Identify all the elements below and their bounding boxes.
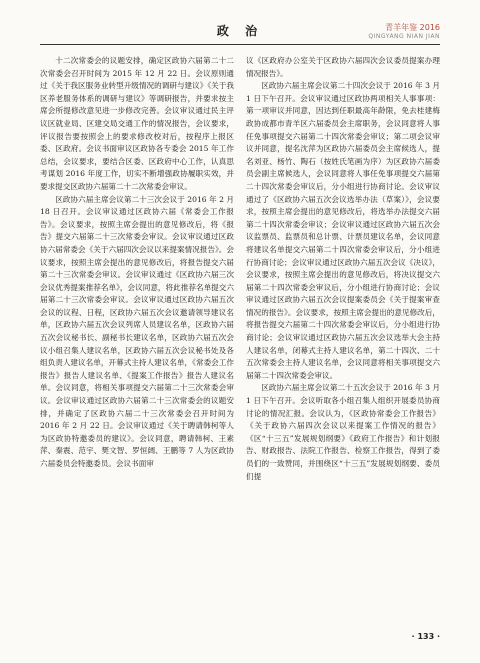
yearbook-subtitle: QINGYANG NIAN JIAN (368, 33, 440, 40)
header-divider (40, 44, 440, 45)
right-column (246, 55, 440, 615)
yearbook-brand: 青羊年鉴 2016 (385, 23, 440, 32)
left-column (40, 55, 234, 615)
paragraph: 十二次常委会的议题安排，确定区政协六届第二十二次常委会召开时间为 2015 年 12 月 22 日。会议原则通过《关于我区服务业转型升级情况的调研与建议》《关于我区养老服务体系的调研与建议》等调研报告，并要求按主席会所提修改意见进一步修改完善。会议审议通过民主评议区就业局、区建交局交通工作的情况报告，会议要求，评议报告要按照会上的要求修改校对后，按程序上报区委、区政府。会议书面审议区政协各专委会 2015 年工作总结，会议要求，要结合区委、区政府中心工作，认真思考谋划 2016 年度工作，切实不断增强政协履职实效，并要求提交区政协六届第二十二次常委会审议。 (40, 56, 234, 191)
paragraph: 区政协六届主席会议第二十五次会议于 2016 年 3 月 1 日下午召开。会议听取各小组召集人组织开展委员协商讨论的情况汇报。会议认为，《区政协常委会工作报告》《关于政协六届四次会议以来提案工作情况的报告》《区“十三五”发展规划纲要》《政府工作报告》和计划报告、财政报告、法院工作报告、检察工作报告，得到了委员们的一致赞同，并围绕区“十三五”发展规划纲要、委员们提 (246, 383, 440, 481)
paragraph: 区政协六届主席会议第二十四次会议于 2016 年 3 月 1 日下午召开。会议审议通过区政协两项相关人事事项：第一项审议并同意，因达到任职最高年龄限，免去桂建梅政协成都市青羊区六届委员会主席职务，会议同意将人事任免事项提交六届第二十四次常委会审议；第二项会议审议并同意，提名沈萍为区政协六届委员会主席候选人，提名刘亚、杨竹、陶石（按姓氏笔画为序）为区政协六届委员会副主席候选人，会议同意将人事任免事项提交六届第二十四次常委会审议后，分小组进行协商讨论。会议审议通过了《区政协六届五次会议选举办法（草案）》，会议要求，按照主席会提出的意见修改后，将选举办法提交六届第二十四次常委会审议；会议审议通过区政协六届五次会议监票员、监票员和总计票、计票员建议名单，会议同意将建议名单提交六届第二十四次常委会审议后，分小组进行协商讨论；会议审议通过区政协六届五次会议《决议》，会议要求，按照主席会提出的意见修改后，将决议提交六届第二十四次常委会审议后，分小组进行协商讨论；会议审议通过区政协六届五次会议提案委员会《关于提案审查情况的报告》。会议要求，按照主席会提出的意见修改后，将报告提交六届第二十四次常委会审议后，分小组进行协商讨论；会议审议通过区政协六届五次会议选举大会主持人建议名单，闭幕式主持人建议名单，第二十四次、二十五次常委会主持人建议名单，会议同意将相关事项提交六届第二十四次常委会审议。 (246, 81, 440, 380)
page-number: · 133 · (411, 632, 440, 641)
paragraph: 区政协六届主席会议第二十三次会议于 2016 年 2 月 18 日召开。会议审议通过区政协六届《常委会工作报告》。会议要求，按照主席会提出的意见修改后，将《报告》提交六届第二十三次常委会审议。会议审议通过区政协六届常委会《关于六届四次会议以来提案情况报告》。会议要求，按照主席会提出的意见修改后，将报告提交六届第二十三次常委会审议。会议审议通过《区政协六届三次会议优秀提案推荐名单》，会议同意，将此推荐名单提交六届第二十三次常委会审议。会议审议通过区政协六届五次会议的议程、日程，区政协六届五次会议邀请领导建议名单，区政协六届五次会议列席人员建议名单，区政协六届五次会议秘书长、副秘书长建议名单，区政协六届五次会议小组召集人建议名单，区政协六届五次会议秘书处及各组负责人建议名单，开幕式主持人建议名单，《常委会工作报告》报告人建议名单、《提案工作报告》报告人建议名单。会议同意，将相关事项提交六届第二十三次常委会审议。会议审议通过区政协六届第二十三次常委会的议题安排，并确定了区政协六届二十三次常委会召开时间为 2016 年 2 月 22 日。会议审议通过《关于聘请韩柯等人为区政协特邀委员的建议》。会议同意，聘请韩柯、王素萍、秦震、范宇、樊文智、罗恒阔、王鹏等 7 人为区政协六届委员会特邀委员。会议书面审 (40, 194, 234, 468)
section-title: 政 治 (216, 24, 264, 38)
page-header (40, 22, 440, 48)
body-columns (40, 55, 440, 615)
paragraph-continued: 议《区政府办公室关于区政协六届四次会议委员提案办理情况报告》。 (246, 56, 440, 78)
